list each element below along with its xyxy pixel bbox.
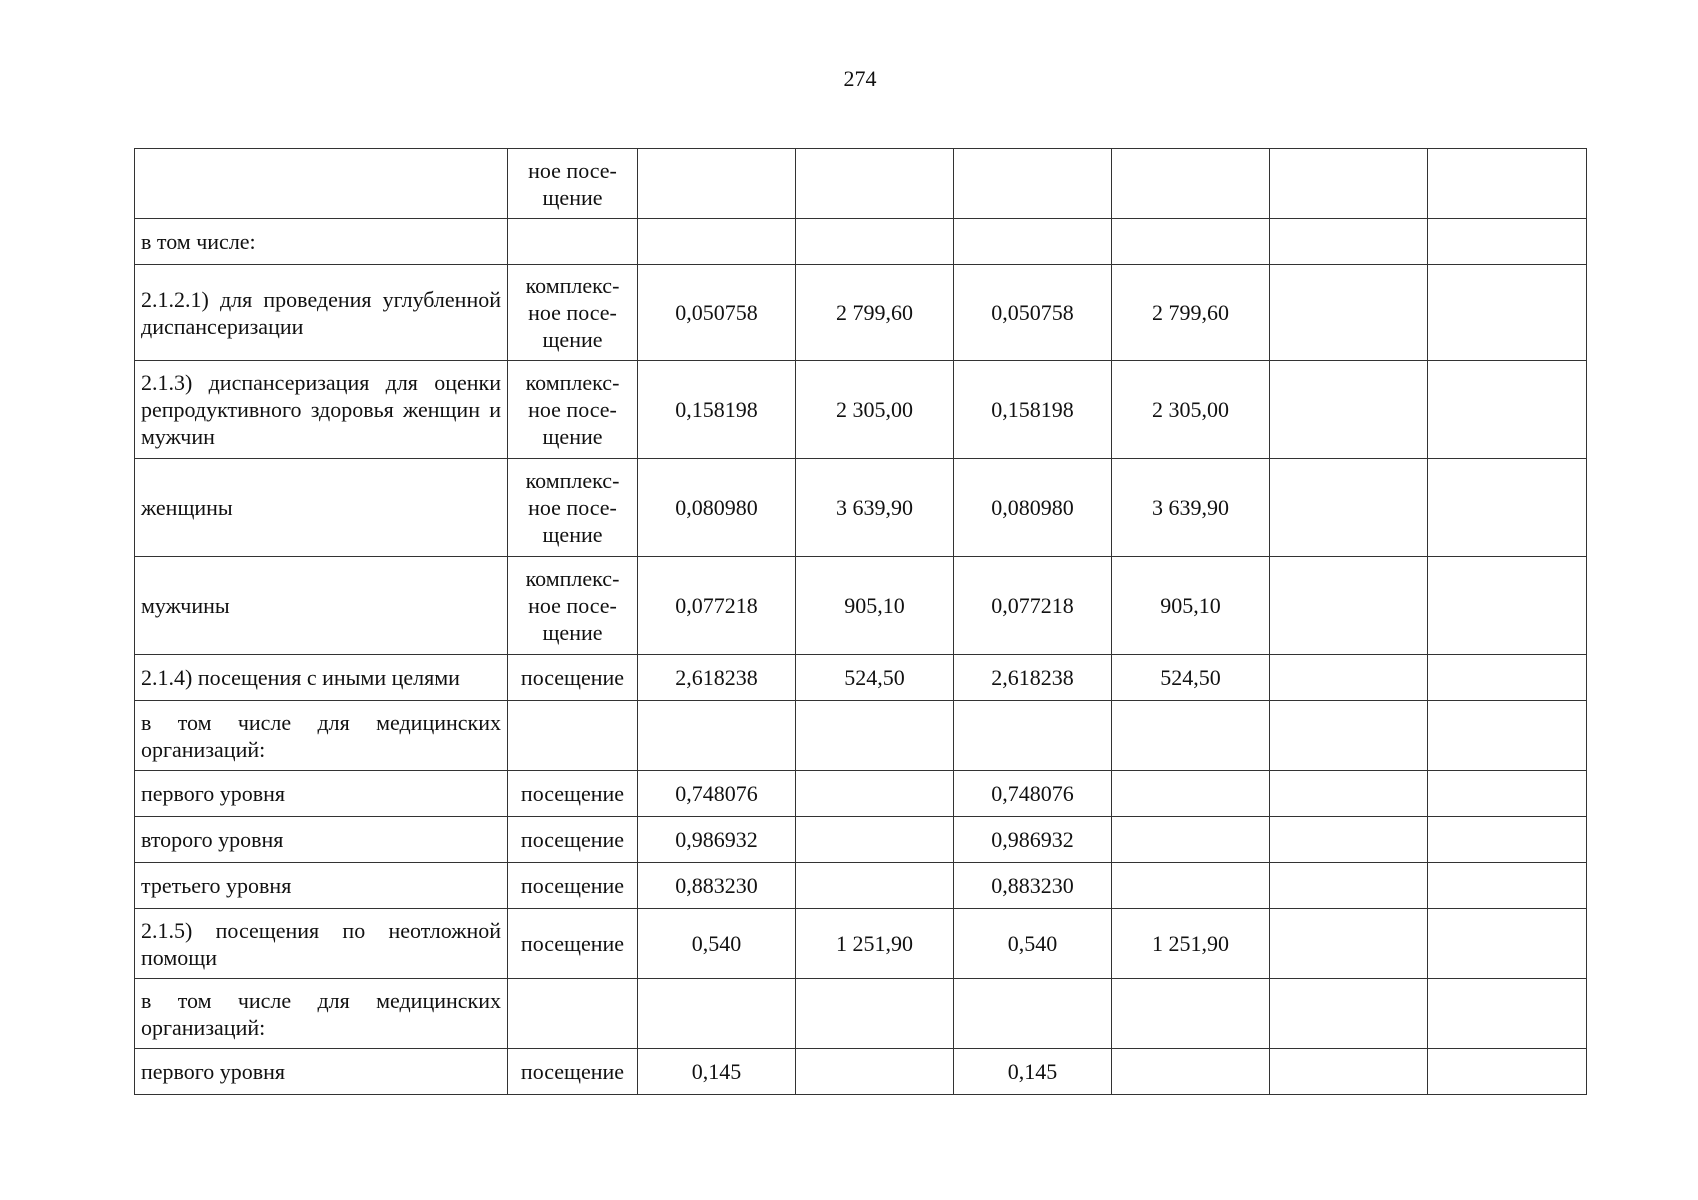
table-row: [135, 979, 1587, 1049]
value-cell: 905,10: [1112, 557, 1270, 655]
value-cell: [796, 771, 954, 817]
value-cell: [796, 863, 954, 909]
value-cell: [1428, 149, 1587, 219]
value-cell: [1270, 655, 1428, 701]
unit-line: посещение: [520, 827, 625, 852]
value-cell: [954, 979, 1112, 1049]
value-cell: 3 639,90: [796, 459, 954, 557]
unit-line: посещение: [520, 873, 625, 898]
table-row: [135, 863, 1587, 909]
value-cell: [1270, 701, 1428, 771]
row-unit: [508, 265, 638, 361]
table-row: [135, 817, 1587, 863]
value-cell: [954, 219, 1112, 265]
row-unit: [508, 909, 638, 979]
row-name: второго уровня: [135, 817, 508, 863]
value-cell: 2,618238: [954, 655, 1112, 701]
value-cell: 1 251,90: [796, 909, 954, 979]
value-cell: [796, 1049, 954, 1095]
value-cell: 0,883230: [954, 863, 1112, 909]
value-cell: [1428, 771, 1587, 817]
row-unit: [508, 817, 638, 863]
value-cell: 2,618238: [638, 655, 796, 701]
unit-line: комплекс-: [525, 566, 620, 591]
value-cell: 0,158198: [638, 361, 796, 459]
value-cell: 2 799,60: [796, 265, 954, 361]
value-cell: 2 305,00: [796, 361, 954, 459]
value-cell: [1112, 863, 1270, 909]
value-cell: 0,077218: [638, 557, 796, 655]
row-unit: [508, 771, 638, 817]
value-cell: [1428, 979, 1587, 1049]
value-cell: [1270, 459, 1428, 557]
value-cell: 0,080980: [954, 459, 1112, 557]
value-cell: [1428, 701, 1587, 771]
row-unit: [508, 219, 638, 265]
value-cell: [796, 817, 954, 863]
unit-line: щение: [542, 522, 603, 547]
value-cell: [1428, 863, 1587, 909]
value-cell: 0,748076: [638, 771, 796, 817]
unit-line: щение: [542, 620, 603, 645]
value-cell: [1270, 817, 1428, 863]
value-cell: [1428, 219, 1587, 265]
value-cell: [638, 701, 796, 771]
unit-line: посещение: [520, 1059, 625, 1084]
value-cell: [1270, 1049, 1428, 1095]
unit-line: ное посе-: [528, 593, 617, 618]
value-cell: [1270, 265, 1428, 361]
value-cell: [1270, 149, 1428, 219]
value-cell: 2 305,00: [1112, 361, 1270, 459]
table-row: [135, 1049, 1587, 1095]
unit-line: комплекс-: [525, 273, 620, 298]
table-row: [135, 459, 1587, 557]
value-cell: 0,050758: [954, 265, 1112, 361]
value-cell: [1270, 909, 1428, 979]
value-cell: [1112, 701, 1270, 771]
value-cell: 0,077218: [954, 557, 1112, 655]
unit-line: ное посе-: [528, 495, 617, 520]
row-unit: [508, 655, 638, 701]
value-cell: [638, 979, 796, 1049]
table-row: [135, 149, 1587, 219]
row-name: 2.1.4) посещения с иными целями: [135, 655, 508, 701]
value-cell: [1428, 265, 1587, 361]
value-cell: [1428, 459, 1587, 557]
table-row: [135, 361, 1587, 459]
row-unit: [508, 557, 638, 655]
value-cell: 0,748076: [954, 771, 1112, 817]
row-unit: [508, 459, 638, 557]
value-cell: [1112, 771, 1270, 817]
page-number: 274: [843, 66, 877, 91]
table-row: [135, 771, 1587, 817]
value-cell: [796, 979, 954, 1049]
value-cell: 0,883230: [638, 863, 796, 909]
value-cell: 0,986932: [954, 817, 1112, 863]
value-cell: [1270, 219, 1428, 265]
value-cell: [1112, 979, 1270, 1049]
row-unit: [508, 701, 638, 771]
row-unit: [508, 149, 638, 219]
row-unit: [508, 863, 638, 909]
value-cell: [1270, 771, 1428, 817]
unit-line: посещение: [520, 931, 625, 956]
unit-line: ное посе-: [528, 300, 617, 325]
unit-line: комплекс-: [525, 468, 620, 493]
value-cell: 524,50: [796, 655, 954, 701]
table-row: [135, 219, 1587, 265]
value-cell: [954, 149, 1112, 219]
value-cell: [1112, 219, 1270, 265]
row-name: третьего уровня: [135, 863, 508, 909]
row-name: в том числе:: [135, 219, 508, 265]
table-row: [135, 701, 1587, 771]
value-cell: [1428, 655, 1587, 701]
value-cell: 0,050758: [638, 265, 796, 361]
data-table: [134, 148, 1587, 1095]
row-name: 2.1.3) диспансеризация для оценки репродуктивного здоровья женщин и мужчин: [135, 361, 508, 459]
value-cell: [1112, 817, 1270, 863]
value-cell: 0,145: [638, 1049, 796, 1095]
row-name: в том числе для медицинских организаций:: [135, 979, 508, 1049]
value-cell: 0,986932: [638, 817, 796, 863]
value-cell: [954, 701, 1112, 771]
unit-line: ное посе-: [528, 157, 617, 183]
unit-line: щение: [542, 327, 603, 352]
value-cell: 0,540: [638, 909, 796, 979]
value-cell: 0,540: [954, 909, 1112, 979]
value-cell: [1270, 361, 1428, 459]
row-unit: [508, 979, 638, 1049]
value-cell: 1 251,90: [1112, 909, 1270, 979]
unit-line: посещение: [520, 665, 625, 690]
unit-line: щение: [542, 184, 603, 210]
value-cell: 0,145: [954, 1049, 1112, 1095]
row-unit: [508, 361, 638, 459]
unit-line: щение: [542, 424, 603, 449]
row-name: женщины: [135, 459, 508, 557]
value-cell: [796, 149, 954, 219]
row-name: первого уровня: [135, 771, 508, 817]
table-row: [135, 655, 1587, 701]
value-cell: [796, 701, 954, 771]
value-cell: [1428, 817, 1587, 863]
value-cell: 3 639,90: [1112, 459, 1270, 557]
value-cell: 524,50: [1112, 655, 1270, 701]
value-cell: [1270, 979, 1428, 1049]
row-name: первого уровня: [135, 1049, 508, 1095]
row-unit: [508, 1049, 638, 1095]
value-cell: [1270, 557, 1428, 655]
unit-line: комплекс-: [525, 370, 620, 395]
value-cell: [638, 219, 796, 265]
row-name: в том числе для медицинских организаций:: [135, 701, 508, 771]
value-cell: [1428, 361, 1587, 459]
table-body: [135, 149, 1587, 1095]
value-cell: [1428, 1049, 1587, 1095]
value-cell: [1112, 1049, 1270, 1095]
unit-line: посещение: [520, 781, 625, 806]
row-name: 2.1.5) посещения по неотложной помощи: [135, 909, 508, 979]
value-cell: 2 799,60: [1112, 265, 1270, 361]
row-name: мужчины: [135, 557, 508, 655]
value-cell: [1428, 909, 1587, 979]
row-name: [135, 149, 508, 219]
value-cell: [796, 219, 954, 265]
value-cell: [1112, 149, 1270, 219]
value-cell: [1428, 557, 1587, 655]
value-cell: 0,080980: [638, 459, 796, 557]
row-name: 2.1.2.1) для проведения углубленной диспансеризации: [135, 265, 508, 361]
table-row: [135, 909, 1587, 979]
unit-line: ное посе-: [528, 397, 617, 422]
value-cell: 0,158198: [954, 361, 1112, 459]
value-cell: [1270, 863, 1428, 909]
value-cell: [638, 149, 796, 219]
table-row: [135, 265, 1587, 361]
table-row: [135, 557, 1587, 655]
value-cell: 905,10: [796, 557, 954, 655]
